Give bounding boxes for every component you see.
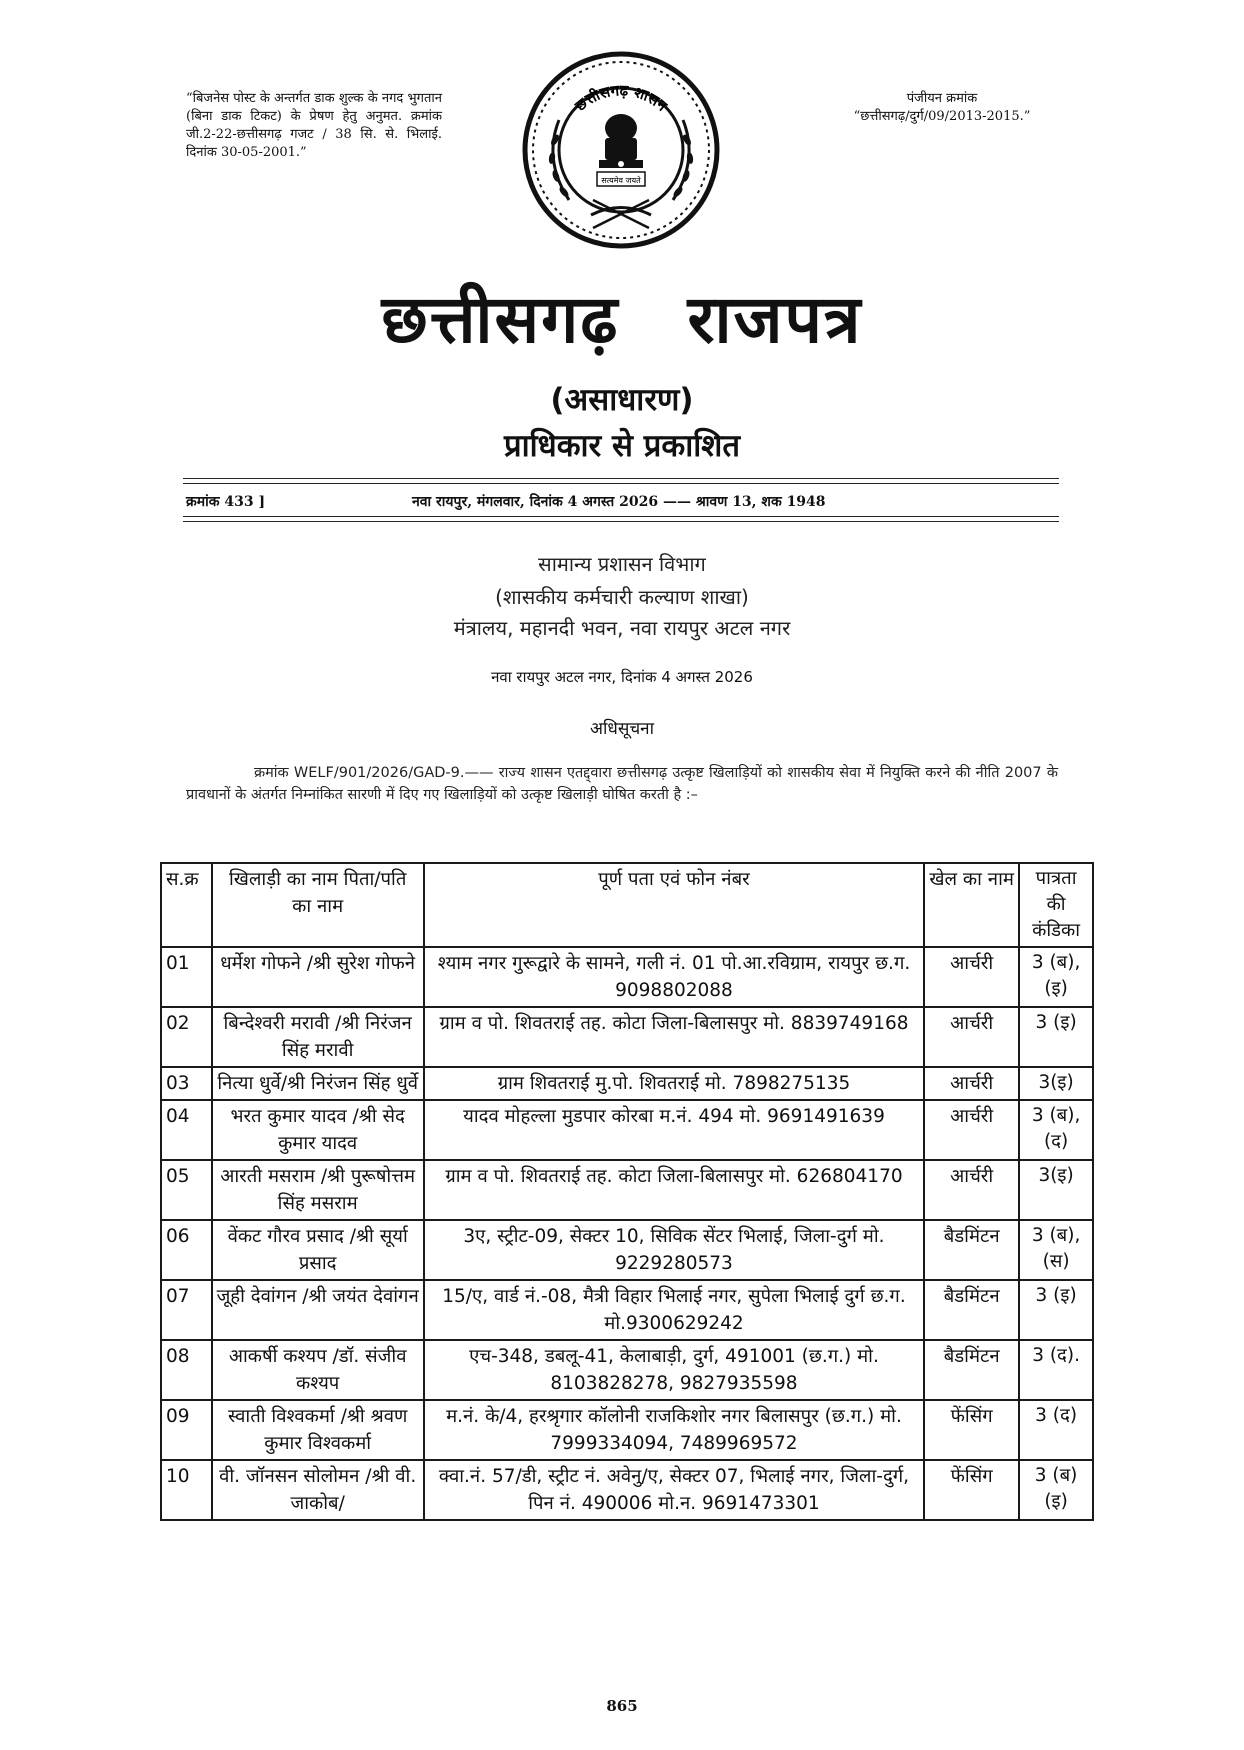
notification-date: नवा रायपुर अटल नगर, दिनांक 4 अगस्त 2026 [491, 668, 753, 686]
table-row [161, 947, 1093, 1007]
header-sn: स.क्र [161, 863, 212, 947]
cell-eligibility: 3 (ब), (इ) [1019, 947, 1093, 1007]
cell-game: फेंसिंग [924, 1400, 1019, 1460]
cell-eligibility: 3 (इ) [1019, 1007, 1093, 1067]
department-address: मंत्रालय, महानदी भवन, नवा रायपुर अटल नगर [453, 616, 791, 640]
table-row [161, 1100, 1093, 1160]
table-row [161, 1220, 1093, 1280]
table-row [161, 1067, 1093, 1100]
cell-address: म.नं. के/4, हरश्रृगार कॉलोनी राजकिशोर नगर बिलासपुर (छ.ग.) मो. 7999334094, 7489969572 [424, 1400, 924, 1460]
rule-bottom-2 [183, 521, 1059, 522]
cell-game: फेंसिंग [924, 1460, 1019, 1520]
extraordinary-label: (असाधारण) [550, 382, 694, 418]
table-row [161, 1280, 1093, 1340]
cell-name: धर्मेश गोफने /श्री सुरेश गोफने [212, 947, 424, 1007]
cell-sn: 06 [161, 1220, 212, 1280]
state-emblem-seal [521, 50, 721, 250]
cell-eligibility: 3 (द) [1019, 1400, 1093, 1460]
cell-eligibility: 3 (द). [1019, 1340, 1093, 1400]
published-by-authority: प्राधिकार से प्रकाशित [503, 428, 741, 464]
rule-top-1 [183, 478, 1059, 479]
cell-game: बैडमिंटन [924, 1280, 1019, 1340]
table-header-row [161, 863, 1093, 947]
cell-address: 3ए, स्ट्रीट-09, सेक्टर 10, सिविक सेंटर भिलाई, जिला-दुर्ग मो. 9229280573 [424, 1220, 924, 1280]
emblem-motto: सत्यमेव जयते [601, 176, 641, 185]
cell-address: ग्राम व पो. शिवतराई तह. कोटा जिला-बिलासपुर मो. 8839749168 [424, 1007, 924, 1067]
cell-game: बैडमिंटन [924, 1220, 1019, 1280]
cell-game: आर्चरी [924, 1067, 1019, 1100]
table-row [161, 1007, 1093, 1067]
cell-name: वी. जॉनसन सोलोमन /श्री वी. जाकोब/ [212, 1460, 424, 1520]
cell-eligibility: 3 (ब) (इ) [1019, 1460, 1093, 1520]
cell-game: आर्चरी [924, 1100, 1019, 1160]
cell-sn: 05 [161, 1160, 212, 1220]
notification-body [186, 762, 1058, 806]
cell-eligibility: 3 (ब), (स) [1019, 1220, 1093, 1280]
table-row [161, 1400, 1093, 1460]
department-name: सामान्य प्रशासन विभाग [538, 552, 706, 576]
cell-eligibility: 3 (इ) [1019, 1280, 1093, 1340]
notification-text: क्रमांक WELF/901/2026/GAD-9.—— राज्य शासन एतद्द्वारा छत्तीसगढ़ उत्कृष्ट खिलाड़ियों को शासकीय सेवा में नियुक्ति करने की नीति 2007 के प्रावधानों के अंतर्गत निम्नांकित सारणी में दिए गए खिलाड़ियों को उत्कृष्ट खिलाड़ी घोषित करती है :– [186, 765, 1058, 803]
registration-number: “छत्तीसगढ़/दुर्ग/09/2013-2015.” [853, 109, 1031, 124]
svg-text:छत्तीसगढ़ शासन [571, 81, 671, 115]
cell-game: आर्चरी [924, 1007, 1019, 1067]
header-game: खेल का नाम [924, 863, 1019, 947]
cell-sn: 02 [161, 1007, 212, 1067]
cell-eligibility: 3 (ब), (द) [1019, 1100, 1093, 1160]
registration-block [822, 90, 1062, 126]
cell-address: ग्राम शिवतराई मु.पो. शिवतराई मो. 7898275135 [424, 1067, 924, 1100]
cell-address: एच-348, डबलू-41, केलाबाड़ी, दुर्ग, 491001 (छ.ग.) मो. 8103828278, 9827935598 [424, 1340, 924, 1400]
cell-address: 15/ए, वार्ड नं.-08, मैत्री विहार भिलाई नगर, सुपेला भिलाई दुर्ग छ.ग. मो.9300629242 [424, 1280, 924, 1340]
cell-game: आर्चरी [924, 947, 1019, 1007]
cell-game: बैडमिंटन [924, 1340, 1019, 1400]
rule-top-2 [183, 483, 1059, 484]
cell-address: श्याम नगर गुरूद्वारे के सामने, गली नं. 01 पो.आ.रविग्राम, रायपुर छ.ग. 9098802088 [424, 947, 924, 1007]
cell-sn: 10 [161, 1460, 212, 1520]
cell-sn: 09 [161, 1400, 212, 1460]
table-row [161, 1160, 1093, 1220]
table-row [161, 1340, 1093, 1400]
issue-date: नवा रायपुर, मंगलवार, दिनांक 4 अगस्त 2026 —— श्रावण 13, शक 1948 [412, 494, 826, 510]
notification-title: अधिसूचना [590, 719, 654, 739]
cell-name: नित्या धुर्वे/श्री निरंजन सिंह धुर्वे [212, 1067, 424, 1100]
table-row [161, 1460, 1093, 1520]
cell-sn: 07 [161, 1280, 212, 1340]
cell-eligibility: 3(इ) [1019, 1067, 1093, 1100]
department-branch: (शासकीय कर्मचारी कल्याण शाखा) [495, 585, 749, 609]
cell-address: ग्राम व पो. शिवतराई तह. कोटा जिला-बिलासपुर मो. 626804170 [424, 1160, 924, 1220]
header-name: खिलाड़ी का नाम पिता/पति का नाम [212, 863, 424, 947]
cell-name: बिन्देश्वरी मरावी /श्री निरंजन सिंह मरावी [212, 1007, 424, 1067]
header-address: पूर्ण पता एवं फोन नंबर [424, 863, 924, 947]
cell-address: क्वा.नं. 57/डी, स्ट्रीट नं. अवेनु/ए, सेक्टर 07, भिलाई नगर, जिला-दुर्ग, पिन नं. 490006 मो.न. 9691473301 [424, 1460, 924, 1520]
cell-name: आकर्षी कश्यप /डॉ. संजीव कश्यप [212, 1340, 424, 1400]
cell-name: जूही देवांगन /श्री जयंत देवांगन [212, 1280, 424, 1340]
cell-eligibility: 3(इ) [1019, 1160, 1093, 1220]
emblem-text: छत्तीसगढ़ शासन [571, 81, 671, 115]
rule-bottom-1 [183, 516, 1059, 517]
gazette-title-word-2: राजपत्र [687, 281, 863, 358]
issue-number: क्रमांक 433 ] [186, 494, 266, 510]
cell-sn: 04 [161, 1100, 212, 1160]
cell-game: आर्चरी [924, 1160, 1019, 1220]
cell-name: भरत कुमार यादव /श्री सेद कुमार यादव [212, 1100, 424, 1160]
postal-note: “बिजनेस पोस्ट के अन्तर्गत डाक शुल्क के नगद भुगतान (बिना डाक टिकट) के प्रेषण हेतु अनुमत. क्रमांक जी.2-22-छत्तीसगढ़ गजट / 38 सि. से. भिलाई. दिनांक 30-05-2001.” [186, 91, 442, 160]
cell-sn: 03 [161, 1067, 212, 1100]
cell-sn: 08 [161, 1340, 212, 1400]
cell-sn: 01 [161, 947, 212, 1007]
cell-address: यादव मोहल्ला मुडपार कोरबा म.नं. 494 मो. 9691491639 [424, 1100, 924, 1160]
cell-name: वेंकट गौरव प्रसाद /श्री सूर्या प्रसाद [212, 1220, 424, 1280]
page-number: 865 [606, 1697, 638, 1715]
registration-label: पंजीयन क्रमांक [906, 91, 978, 106]
gazette-title [0, 272, 1244, 362]
players-table [160, 862, 1094, 1521]
gazette-title-word-1: छत्तीसगढ़ [381, 281, 620, 358]
header-eligibility: पात्रता की कंडिका [1019, 863, 1093, 947]
cell-name: स्वाती विश्वकर्मा /श्री श्रवण कुमार विश्वकर्मा [212, 1400, 424, 1460]
cell-name: आरती मसराम /श्री पुरूषोत्तम सिंह मसराम [212, 1160, 424, 1220]
